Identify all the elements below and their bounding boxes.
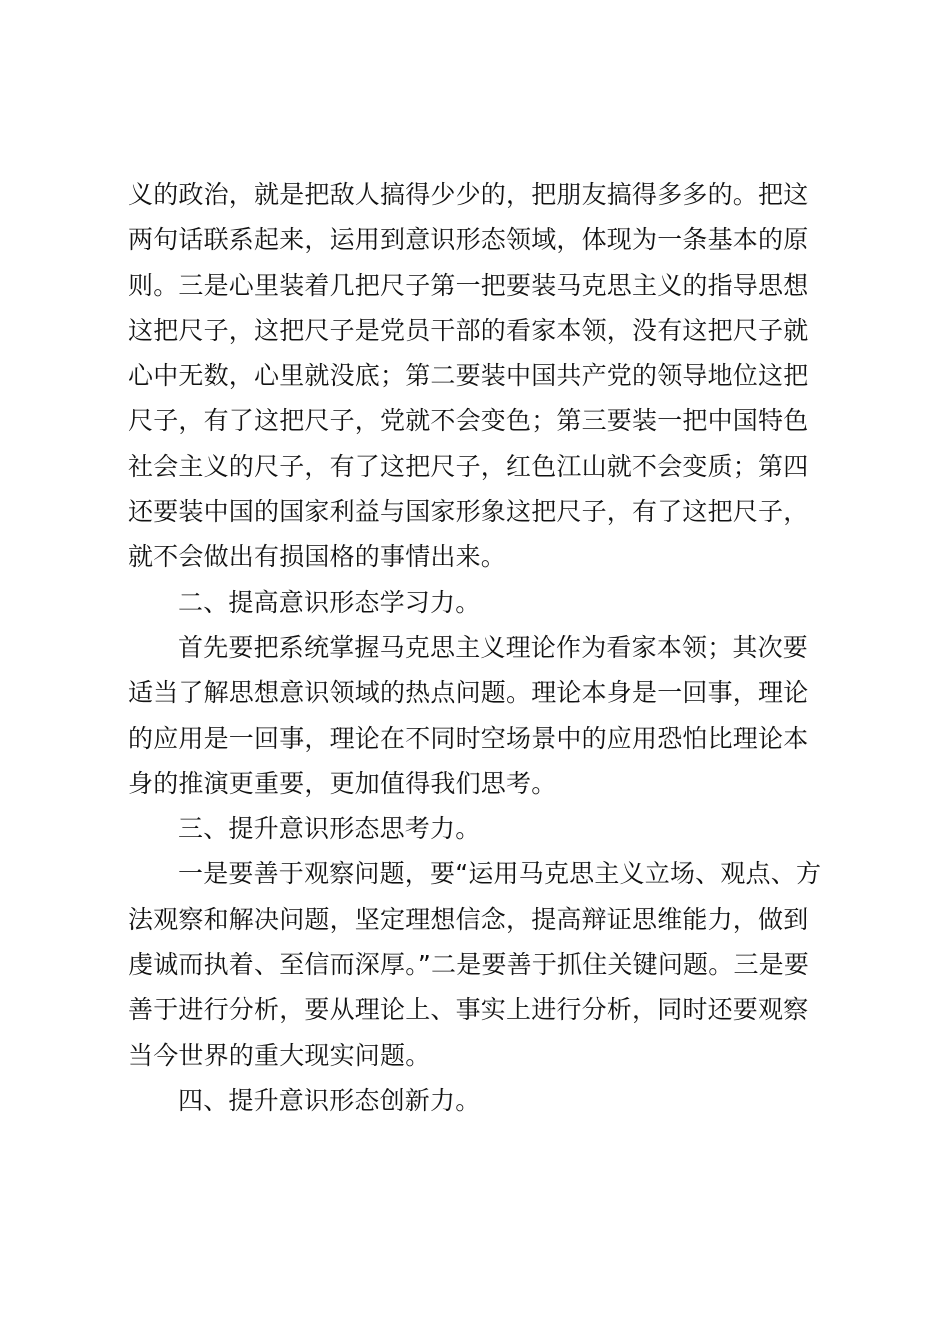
body-text bbox=[128, 172, 838, 1123]
section-heading: 二、提高意识形态学习力。 bbox=[178, 587, 481, 617]
paragraph-line: 两句话联系起来，运用到意识形态领域，体现为一条基本的原 bbox=[128, 225, 809, 255]
paragraph-line: 善于进行分析，要从理论上、事实上进行分析，同时还要观察 bbox=[128, 995, 809, 1025]
paragraph-line: 适当了解思想意识领域的热点问题。理论本身是一回事，理论 bbox=[128, 678, 809, 708]
paragraph-line: 义的政治，就是把敌人搞得少少的，把朋友搞得多多的。把这 bbox=[128, 180, 809, 209]
paragraph-line: 一是要善于观察问题，要“运用马克思主义立场、观点、方 bbox=[178, 859, 822, 889]
paragraph-line: 这把尺子，这把尺子是党员干部的看家本领，没有这把尺子就 bbox=[128, 315, 809, 345]
paragraph-line: 的应用是一回事，理论在不同时空场景中的应用恐怕比理论本 bbox=[128, 723, 809, 753]
section-heading: 四、提升意识形态创新力。 bbox=[178, 1085, 481, 1115]
paragraph-line: 虔诚而执着、至信而深厚。”二是要善于抓住关键问题。三是要 bbox=[128, 950, 810, 980]
paragraph-line: 法观察和解决问题，坚定理想信念，提高辩证思维能力，做到 bbox=[128, 904, 809, 934]
paragraph-line: 还要装中国的国家利益与国家形象这把尺子，有了这把尺子， bbox=[128, 497, 809, 527]
paragraph-line: 心中无数，心里就没底；第二要装中国共产党的领导地位这把 bbox=[128, 361, 809, 391]
paragraph-line: 尺子，有了这把尺子，党就不会变色；第三要装一把中国特色 bbox=[128, 406, 809, 436]
paragraph-line: 社会主义的尺子，有了这把尺子，红色江山就不会变质；第四 bbox=[128, 451, 809, 481]
paragraph-line: 当今世界的重大现实问题。 bbox=[128, 1040, 431, 1070]
paragraph-line: 身的推演更重要，更加值得我们思考。 bbox=[128, 768, 557, 798]
paragraph-line: 就不会做出有损国格的事情出来。 bbox=[128, 542, 507, 572]
section-heading: 三、提升意识形态思考力。 bbox=[178, 814, 481, 844]
paragraph-line: 首先要把系统掌握马克思主义理论作为看家本领；其次要 bbox=[178, 632, 809, 662]
paragraph-line: 则。三是心里装着几把尺子第一把要装马克思主义的指导思想 bbox=[128, 270, 809, 300]
